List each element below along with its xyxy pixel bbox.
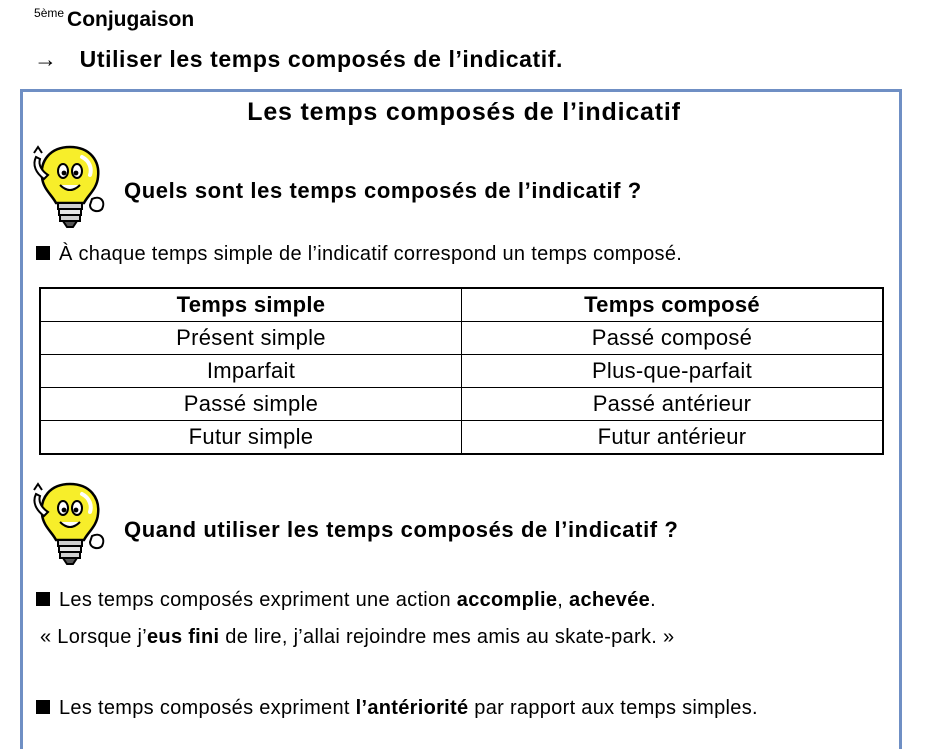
table-cell: Imparfait [40,355,462,388]
table-row [40,388,883,421]
lightbulb-mascot-icon [30,480,110,566]
statement-text: À chaque temps simple de l’indicatif correspond un temps composé. [59,243,683,265]
right-arrow-icon: → [34,46,58,72]
point-anteriority [36,697,758,720]
question-which-tenses: Quels sont les temps composés de l’indicatif ? [124,178,642,203]
level-suffix: ème [40,6,65,20]
example-before: « Lorsque j’ [40,626,147,648]
level-number: 5 [34,6,41,20]
subject-title: Conjugaison [67,8,195,31]
black-square-bullet-icon [36,592,50,606]
point-accomplished [36,589,656,612]
objective-text: Utiliser les temps composés de l’indicatif. [79,46,563,72]
table-cell: Futur antérieur [462,421,884,455]
black-square-bullet-icon [36,246,50,260]
example-after: de lire, j’allai rejoindre mes amis au skate-park. » [219,626,675,648]
point2-bold: l’antériorité [355,697,469,719]
lightbulb-mascot-icon [30,143,110,229]
table-cell: Présent simple [40,322,462,355]
table-header-row [40,288,883,322]
example-bold: eus fini [147,626,220,648]
point1-before: Les temps composés expriment une action [59,589,457,611]
point1-mid: , [557,589,570,611]
table-row [40,322,883,355]
table-cell: Plus-que-parfait [462,355,884,388]
statement-line [36,243,682,266]
header-simple-tense: Temps simple [40,288,462,322]
table-cell: Futur simple [40,421,462,455]
question-when-use: Quand utiliser les temps composés de l’indicatif ? [124,517,679,542]
table-cell: Passé antérieur [462,388,884,421]
header-compound-tense: Temps composé [462,288,884,322]
tenses-table [39,287,884,455]
point1-bold-accomplie: accomplie [456,589,558,611]
point1-after: . [650,589,656,611]
point2-before: Les temps composés expriment [59,697,356,719]
table-row [40,421,883,455]
level-number-wrap [34,6,64,20]
table-row [40,355,883,388]
objective-line [34,46,563,73]
point1-bold-achevee: achevée [569,589,651,611]
table-cell: Passé composé [462,322,884,355]
level-heading [34,6,194,32]
point2-after: par rapport aux temps simples. [468,697,758,719]
table-cell: Passé simple [40,388,462,421]
black-square-bullet-icon [36,700,50,714]
example-sentence [40,626,674,649]
lesson-title: Les temps composés de l’indicatif [247,98,681,126]
